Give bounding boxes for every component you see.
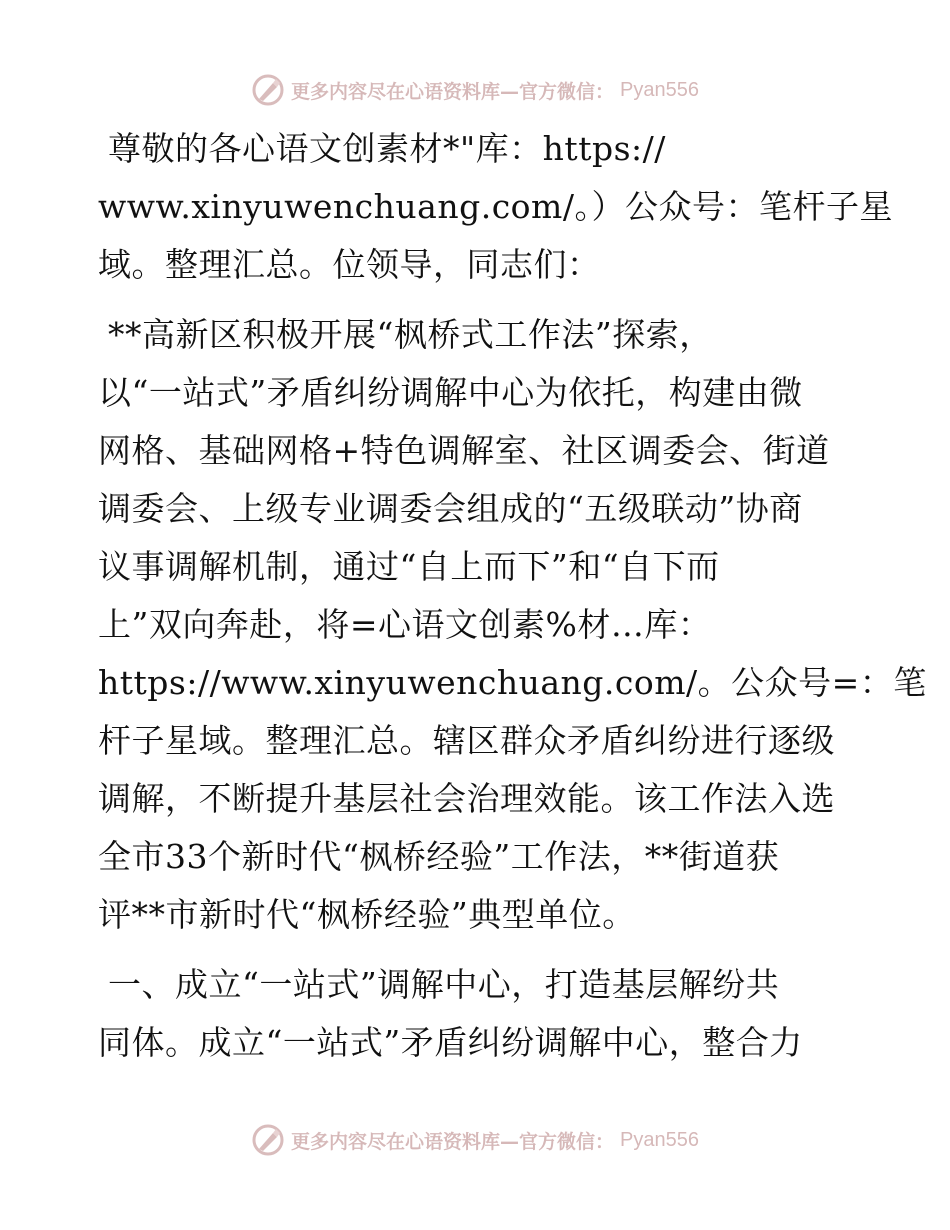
header-watermark-banner — [0, 70, 950, 110]
text-line-8: 议事调解机制，通过“自上而下”和“自下而 — [98, 547, 720, 586]
text-line-13: 全市33个新时代“枫桥经验”工作法，**街道获 — [98, 837, 780, 876]
pen-logo-icon — [251, 73, 285, 107]
footer-watermark-banner — [0, 1120, 950, 1160]
text-line-12: 调解，不断提升基层社会治理效能。该工作法入选 — [98, 779, 835, 818]
banner-text: 更多内容尽在心语资料库—官方微信： — [291, 1130, 615, 1153]
banner-wechat-id: Pyan556 — [620, 78, 699, 101]
text-line-9: 上”双向奔赴，将=心语文创素%材…库： — [98, 605, 712, 644]
text-line-14: 评**市新时代“枫桥经验”典型单位。 — [98, 895, 636, 934]
banner-text: 更多内容尽在心语资料库—官方微信： — [291, 80, 615, 103]
text-line-16: 同体。成立“一站式”矛盾纠纷调解中心，整合力 — [98, 1023, 803, 1062]
banner-wechat-id: Pyan556 — [620, 1128, 699, 1151]
text-line-4: **高新区积极开展“枫桥式工作法”探索， — [108, 315, 713, 354]
text-line-7: 调委会、上级专业调委会组成的“五级联动”协商 — [98, 489, 803, 528]
text-line-1: 尊敬的各心语文创素材*"库：https:// — [108, 129, 666, 168]
text-line-10: https://www.xinyuwenchuang.com/。公众号=：笔 — [98, 663, 927, 702]
text-line-5: 以“一站式”矛盾纠纷调解中心为依托，构建由微 — [98, 373, 803, 412]
document-body — [98, 120, 927, 1072]
text-line-11: 杆子星域。整理汇总。辖区群众矛盾纠纷进行逐级 — [98, 721, 835, 760]
text-line-2: www.xinyuwenchuang.com/。）公众号：笔杆子星 — [98, 187, 893, 226]
text-line-6: 网格、基础网格+特色调解室、社区调委会、街道 — [98, 431, 830, 470]
text-line-15: 一、成立“一站式”调解中心，打造基层解纷共 — [108, 965, 780, 1004]
text-line-3: 域。整理汇总。位领导，同志们： — [98, 245, 601, 284]
pen-logo-icon — [251, 1123, 285, 1157]
